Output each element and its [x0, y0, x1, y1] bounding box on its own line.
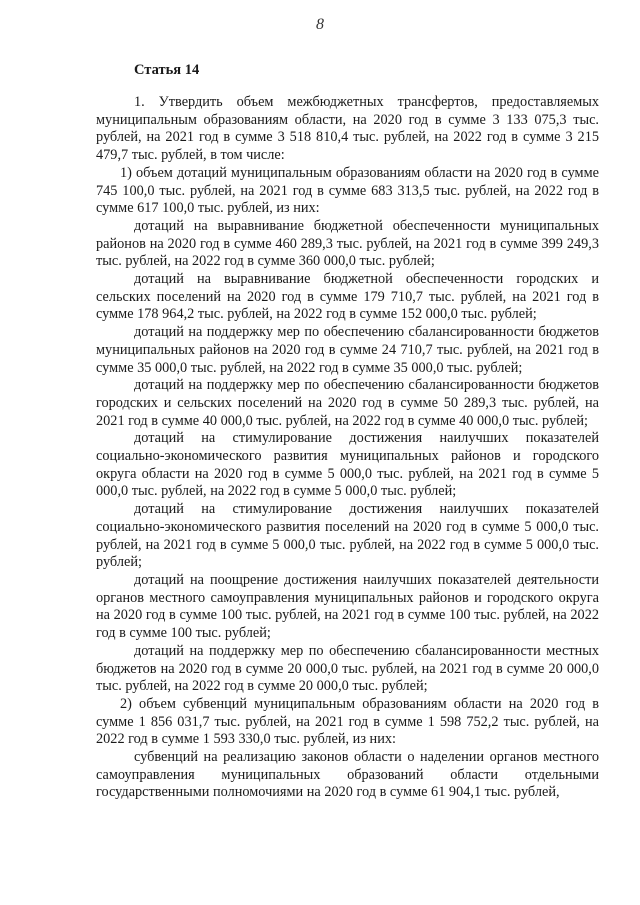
paragraph-item: дотаций на поддержку мер по обеспечению сбалансированности местных бюджетов на 2020 год в сумме 20 000,0 тыс. рублей, на 2021 год в сумме 20 000,0 тыс. рублей, на 2022 год в сумме 20 000,0 тыс. рублей;: [96, 642, 599, 695]
article-body: [96, 94, 599, 802]
paragraph-item: дотаций на выравнивание бюджетной обеспеченности муниципальных районов на 2020 год в сумме 460 289,3 тыс. рублей, на 2021 год в сумме 399 249,3 тыс. рублей, на 2022 год в сумме 360 000,0 тыс. рублей;: [96, 217, 599, 270]
paragraph-intro: 1. Утвердить объем межбюджетных трансфертов, предоставляемых муниципальным образованиям области, на 2020 год в сумме 3 133 075,3 тыс. рублей, на 2021 год в сумме 3 518 810,4 тыс. рублей, на 2022 год в сумме 3 215 479,7 тыс. рублей, в том числе:: [96, 94, 599, 164]
paragraph-subsidies-total: 1) объем дотаций муниципальным образованиям области на 2020 год в сумме 745 100,0 тыс. рублей, на 2021 год в сумме 683 313,5 тыс. рублей, на 2022 год в сумме 617 100,0 тыс. рублей, из них:: [96, 164, 599, 217]
paragraph-item: дотаций на стимулирование достижения наилучших показателей социально-экономического развития поселений на 2020 год в сумме 5 000,0 тыс. рублей, на 2021 год в сумме 5 000,0 тыс. рублей, на 2022 год в сумме 5 000,0 тыс. рублей;: [96, 501, 599, 571]
paragraph-item: дотаций на выравнивание бюджетной обеспеченности городских и сельских поселений на 2020 год в сумме 179 710,7 тыс. рублей, на 2021 год в сумме 178 964,2 тыс. рублей, на 2022 год в сумме 152 000,0 тыс. рублей;: [96, 271, 599, 323]
page-number: 8: [316, 16, 324, 33]
paragraph-item: субвенций на реализацию законов области о наделении органов местного самоуправления муниципальных образований области отдельными государственными полномочиями на 2020 год в сумме 61 904,1 тыс. рублей,: [96, 749, 599, 801]
paragraph-item: дотаций на поддержку мер по обеспечению сбалансированности бюджетов городских и сельских поселений на 2020 год в сумме 50 289,3 тыс. рублей, на 2021 год в сумме 40 000,0 тыс. рублей, на 2022 год в сумме 40 000,0 тыс. рублей;: [96, 377, 599, 429]
paragraph-item: дотаций на поддержку мер по обеспечению сбалансированности бюджетов муниципальных районов на 2020 год в сумме 24 710,7 тыс. рублей, на 2021 год в сумме 35 000,0 тыс. рублей, на 2022 год в сумме 35 000,0 тыс. рублей;: [96, 324, 599, 376]
paragraph-item: дотаций на поощрение достижения наилучших показателей деятельности органов местного самоуправления муниципальных районов и городского округа на 2020 год в сумме 100 тыс. рублей, на 2021 год в сумме 100 тыс. рублей, на 2022 год в сумме 100 тыс. рублей;: [96, 571, 599, 642]
article-heading: Статья 14: [134, 62, 200, 78]
paragraph-item: дотаций на стимулирование достижения наилучших показателей социально-экономического развития муниципальных районов и городского округа области на 2020 год в сумме 5 000,0 тыс. рублей, на 2021 год в сумме 5 000,0 тыс. рублей, на 2022 год в сумме 5 000,0 тыс. рублей;: [96, 430, 599, 500]
paragraph-subventions-total: 2) объем субвенций муниципальным образованиям области на 2020 год в сумме 1 856 031,7 тыс. рублей, на 2021 год в сумме 1 598 752,2 тыс. рублей, на 2022 год в сумме 1 593 330,0 тыс. рублей, из них:: [96, 695, 599, 748]
